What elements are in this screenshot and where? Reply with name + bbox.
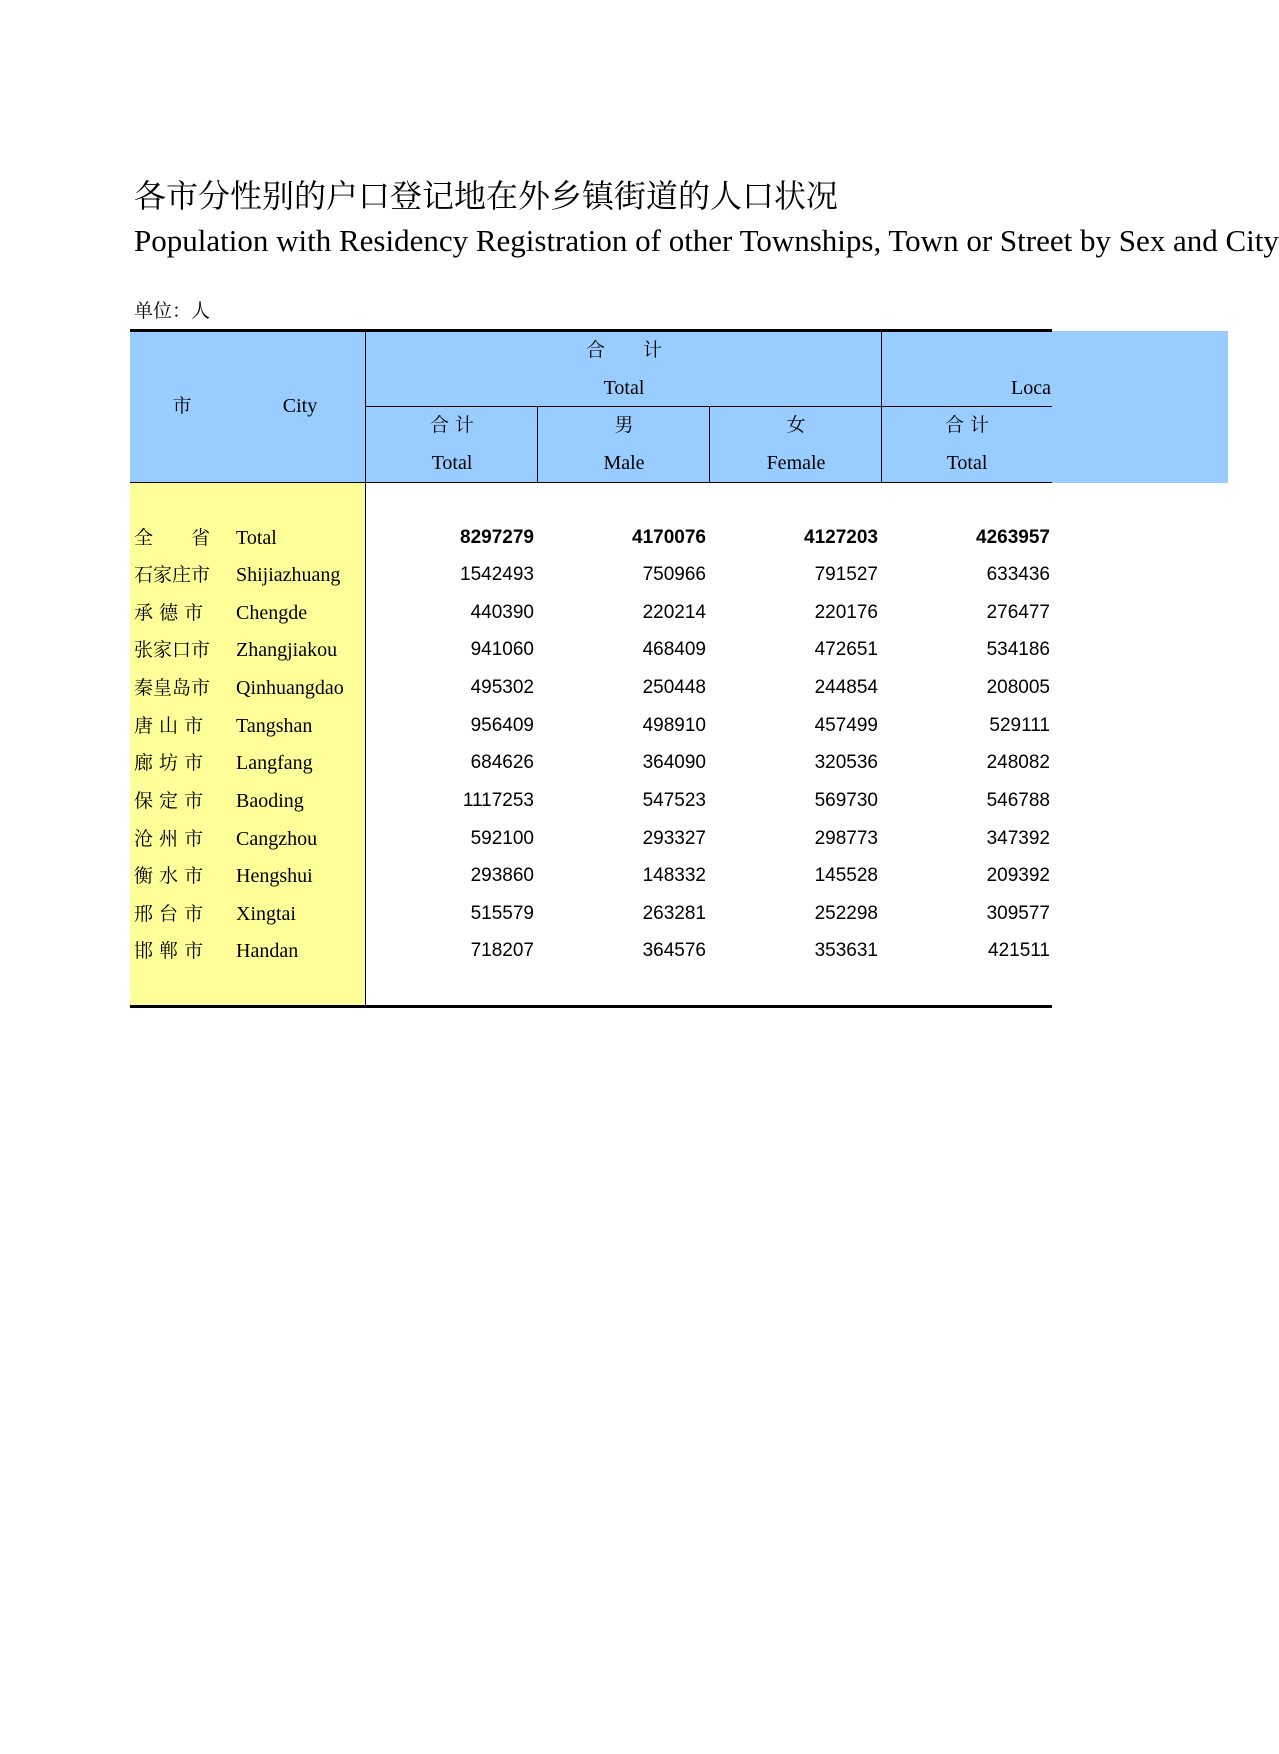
cell-male: 547523 (642, 790, 706, 811)
header-city-cn: 市 (172, 395, 192, 417)
row-city-cn: 衡 水 市 (134, 865, 204, 887)
cell-male: 4170076 (632, 527, 706, 548)
header-col-local-total-en: Total (946, 452, 988, 474)
cell-female: 472651 (814, 639, 878, 660)
table-bottom-rule (130, 1005, 1052, 1008)
row-city-cn: 唐 山 市 (134, 715, 204, 737)
cell-female: 252298 (814, 903, 878, 924)
row-city-en: Total (236, 527, 277, 549)
row-city-en: Handan (236, 940, 299, 962)
header-city-en: City (282, 395, 318, 417)
cell-male: 468409 (642, 639, 706, 660)
row-city-en: Qinhuangdao (236, 677, 344, 699)
row-city-en: Hengshui (236, 865, 313, 887)
cell-local-total: 248082 (986, 752, 1050, 773)
cell-female: 569730 (814, 790, 878, 811)
page-title-en: Population with Residency Registration of other Townships, Town or Street by Sex and City (134, 223, 1279, 258)
row-city-en: Tangshan (236, 715, 313, 737)
cell-female: 4127203 (804, 527, 878, 548)
row-city-cn: 邯 郸 市 (134, 940, 204, 962)
row-city-en: Zhangjiakou (236, 639, 338, 661)
cell-local-total: 347392 (986, 828, 1050, 849)
cell-female: 320536 (814, 752, 878, 773)
cell-total: 515579 (470, 903, 534, 924)
cell-local-total: 633436 (986, 564, 1050, 585)
cell-female: 791527 (814, 564, 878, 585)
cell-male: 148332 (642, 865, 706, 886)
cell-local-total: 309577 (986, 903, 1050, 924)
header-group-total-en: Total (603, 377, 645, 399)
cell-local-total: 276477 (986, 602, 1050, 623)
cell-female: 244854 (814, 677, 878, 698)
cell-local-total: 546788 (986, 790, 1050, 811)
cell-total: 1542493 (460, 564, 534, 585)
row-city-cn: 廊 坊 市 (134, 752, 204, 774)
cell-male: 293327 (642, 828, 706, 849)
cell-total: 440390 (470, 602, 534, 623)
unit-label: 单位：人 (134, 300, 211, 322)
cell-total: 495302 (470, 677, 534, 698)
row-city-cn: 石家庄市 (134, 564, 211, 586)
row-city-en: Shijiazhuang (236, 564, 341, 586)
cell-total: 592100 (470, 828, 534, 849)
cell-total: 718207 (470, 940, 534, 961)
cell-male: 364576 (642, 940, 706, 961)
cell-male: 250448 (642, 677, 706, 698)
header-col-male-en: Male (603, 452, 645, 474)
cell-local-total: 421511 (988, 940, 1050, 961)
cell-total: 293860 (470, 865, 534, 886)
cell-male: 263281 (642, 903, 706, 924)
row-city-cn: 保 定 市 (134, 790, 204, 812)
cell-female: 298773 (814, 828, 878, 849)
row-city-cn: 沧 州 市 (134, 828, 204, 850)
cell-total: 684626 (470, 752, 534, 773)
header-col-male-cn: 男 (614, 414, 634, 436)
row-city-cn: 邢 台 市 (134, 903, 204, 925)
page-title-cn: 各市分性别的户口登记地在外乡镇街道的人口状况 (134, 177, 839, 215)
header-col-total-en: Total (431, 452, 473, 474)
row-city-en: Langfang (236, 752, 313, 774)
cell-total: 8297279 (460, 527, 534, 548)
cell-local-total: 529111 (989, 715, 1050, 736)
row-city-en: Baoding (236, 790, 304, 812)
cell-total: 1117253 (462, 790, 534, 811)
cell-male: 220214 (642, 602, 706, 623)
row-city-en: Cangzhou (236, 828, 318, 850)
cell-local-total: 4263957 (976, 527, 1050, 548)
cell-male: 364090 (642, 752, 706, 773)
header-col-total-cn: 合 计 (429, 414, 475, 436)
row-city-cn: 承 德 市 (134, 602, 204, 624)
cell-total: 941060 (470, 639, 534, 660)
header-bottom-rule (130, 482, 1052, 483)
cell-female: 457499 (814, 715, 878, 736)
header-col-local-total-cn: 合 计 (944, 414, 990, 436)
row-city-en: Xingtai (236, 903, 296, 925)
cell-local-total: 208005 (986, 677, 1050, 698)
header-col-female-cn: 女 (786, 414, 806, 436)
row-city-cn: 秦皇岛市 (134, 677, 211, 699)
cell-local-total: 209392 (986, 865, 1050, 886)
header-group-local-en: Loca (1011, 377, 1051, 399)
table-top-rule (130, 329, 1052, 332)
cell-female: 353631 (814, 940, 878, 961)
cell-local-total: 534186 (986, 639, 1050, 660)
cell-female: 145528 (814, 865, 878, 886)
header-col-female-en: Female (766, 452, 826, 474)
row-city-cn: 全 省 (134, 527, 211, 549)
row-city-cn: 张家口市 (134, 639, 211, 661)
header-group-total-cn: 合 计 (585, 339, 662, 361)
cell-male: 750966 (642, 564, 706, 585)
cell-female: 220176 (814, 602, 878, 623)
cell-male: 498910 (642, 715, 706, 736)
row-city-en: Chengde (236, 602, 308, 624)
cell-total: 956409 (470, 715, 534, 736)
